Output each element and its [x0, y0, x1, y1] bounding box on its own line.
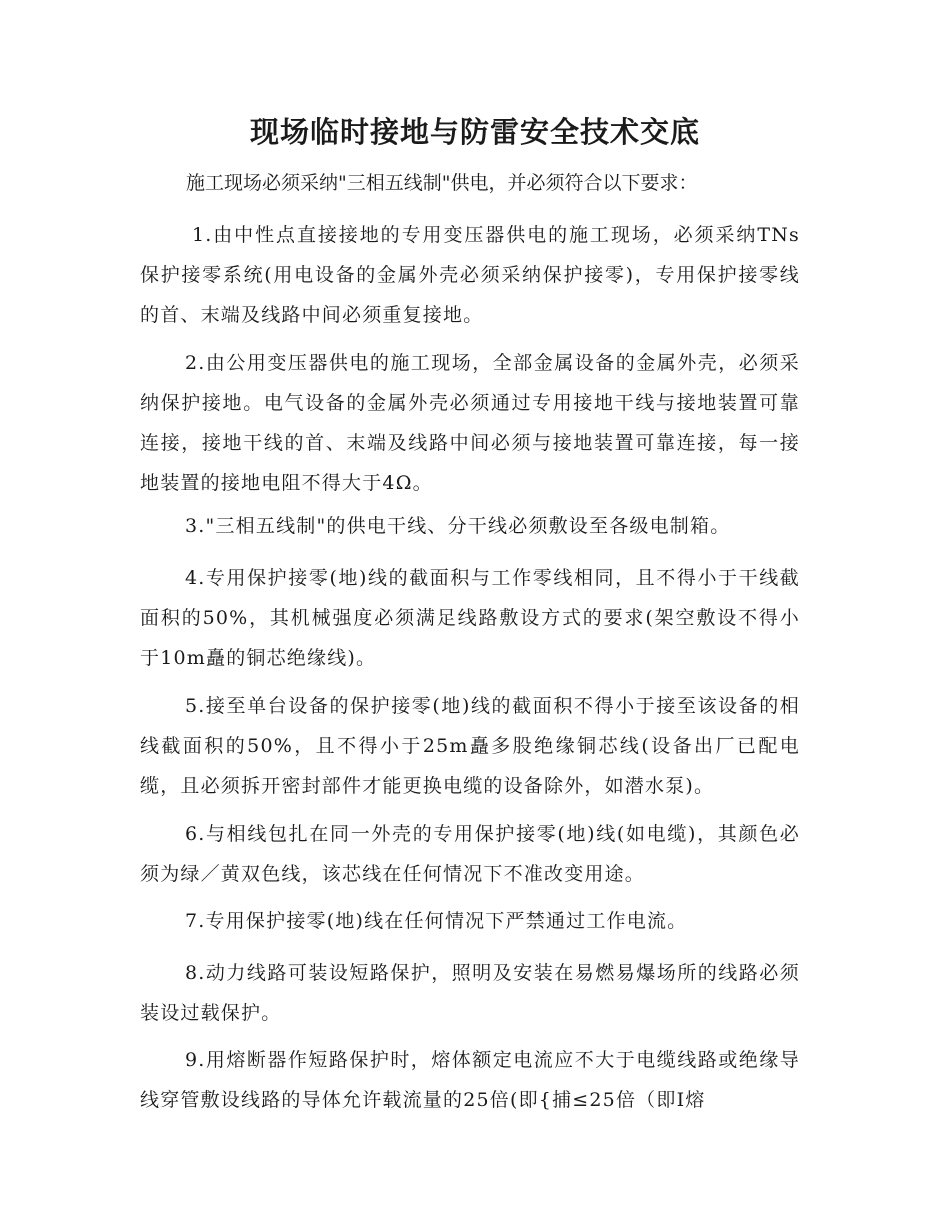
- paragraph-4: 4.专用保护接零(地)线的截面积与工作零线相同，且不得小于干线截面积的50%，其机械强度必须满足线路敷设方式的要求(架空敷设不得小于10m矗的铜芯绝缘线)。: [140, 567, 800, 669]
- paragraph-8: 8.动力线路可装设短路保护，照明及安装在易燃易爆场所的线路必须装设过载保护。: [140, 962, 800, 1024]
- paragraph-1: 1.由中性点直接接地的专用变压器供电的施工现场，必须采纳TNs保护接零系统(用电设备的金属外壳必须采纳保护接零)，专用保护接零线的首、末端及线路中间必须重复接地。: [140, 224, 800, 326]
- paragraph-7: 7.专用保护接零(地)线在任何情况下严禁通过工作电流。: [185, 910, 688, 932]
- paragraph-5: 5.接至单台设备的保护接零(地)线的截面积不得小于接至该设备的相线截面积的50%，且不得小于25m矗多股绝缘铜芯线(设备出厂已配电缆，且必须拆开密封部件才能更换电缆的设备除外，如潜水泵)。: [140, 695, 800, 797]
- paragraph-9: 9.用熔断器作短路保护时，熔体额定电流应不大于电缆线路或绝缘导线穿管敷设线路的导体允许载流量的25倍(即{捕≤25倍（即I熔: [140, 1049, 800, 1111]
- paragraph-3: 3."三相五线制"的供电干线、分干线必须敷设至各级电制箱。: [185, 515, 731, 537]
- paragraph-2: 2.由公用变压器供电的施工现场，全部金属设备的金属外壳，必须采纳保护接地。电气设备的金属外壳必须通过专用接地干线与接地装置可靠连接，接地干线的首、末端及线路中间必须与接地装置可靠连接，每一接地装置的接地电阻不得大于4Ω。: [140, 352, 800, 494]
- intro-paragraph: 施工现场必须采纳"三相五线制"供电，并必须符合以下要求：: [186, 172, 698, 194]
- document-title: 现场临时接地与防雷安全技术交底: [249, 115, 700, 149]
- paragraph-6: 6.与相线包扎在同一外壳的专用保护接零(地)线(如电缆)，其颜色必须为绿／黄双色线，该芯线在任何情况下不准改变用途。: [140, 823, 800, 885]
